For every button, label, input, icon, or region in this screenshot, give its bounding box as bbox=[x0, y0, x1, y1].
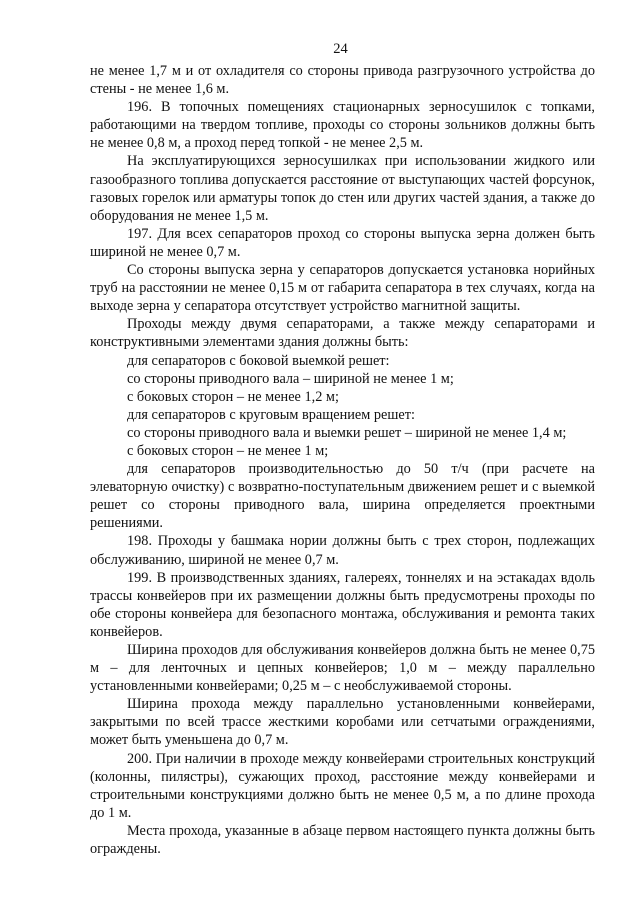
list-item: со стороны приводного вала – шириной не менее 1 м; bbox=[127, 370, 454, 387]
page-number: 24 bbox=[333, 41, 348, 57]
list-item: со стороны приводного вала и выемки решет – шириной не менее 1,4 м; bbox=[127, 424, 567, 441]
paragraph: Проходы между двумя сепараторами, а также между сепараторами и конструктивными элементами здания должны быть: bbox=[90, 316, 595, 351]
paragraph: Места прохода, указанные в абзаце первом настоящего пункта должны быть ограждены. bbox=[90, 822, 595, 858]
paragraph: не менее 1,7 м и от охладителя со стороны привода разгрузочного устройства до стены - не менее 1,6 м. bbox=[90, 63, 595, 98]
paragraph: 199. В производственных зданиях, галереях, тоннелях и на эстакадах вдоль трассы конвейеров при их размещении должны быть предусмотрены проходы по обе стороны конвейера для безопасного монтажа, обслуживания и ремонта таких конвейеров. bbox=[90, 569, 595, 640]
list-item: с боковых сторон – не менее 1,2 м; bbox=[127, 388, 339, 405]
paragraph: 197. Для всех сепараторов проход со стороны выпуска зерна должен быть шириной не менее 0,7 м. bbox=[90, 225, 595, 260]
paragraph: Ширина прохода между параллельно установленными конвейерами, закрытыми по всей трассе жесткими коробами или сетчатыми ограждениями, может быть уменьшена до 0,7 м. bbox=[90, 696, 595, 749]
paragraph: 200. При наличии в проходе между конвейерами строительных конструкций (колонны, пилястры), сужающих проход, расстояние между конвейерами и строительными конструкциями должно быть не менее 0,5 м, а по длине прохода до 1 м. bbox=[90, 750, 595, 821]
list-item: для сепараторов с боковой выемкой решет: bbox=[127, 352, 390, 369]
paragraph: Ширина проходов для обслуживания конвейеров должна быть не менее 0,75 м – для ленточных и цепных конвейеров; 1,0 м – между параллельно установленными конвейерами; 0,25 м – с необслуживаемой стороны. bbox=[90, 642, 595, 695]
list-item: для сепараторов с круговым вращением решет: bbox=[127, 406, 415, 423]
paragraph: 198. Проходы у башмака нории должны быть с трех сторон, подлежащих обслуживанию, шириной не менее 0,7 м. bbox=[90, 533, 595, 568]
paragraph: для сепараторов производительностью до 50 т/ч (при расчете на элеваторную очистку) с возвратно-поступательным движением решет и с выемкой решет со стороны приводного вала, ширина определяется проектными решениями. bbox=[90, 461, 595, 532]
document-body bbox=[90, 62, 595, 858]
paragraph: Со стороны выпуска зерна у сепараторов допускается установка норийных труб на расстоянии не менее 0,15 м от габарита сепаратора в тех случаях, когда на выходе зерна у сепаратора отсутствует устройство магнитной защиты. bbox=[90, 262, 595, 315]
paragraph: На эксплуатирующихся зерносушилках при использовании жидкого или газообразного топлива допускается расстояние от выступающих частей форсунок, газовых горелок или арматуры топок до стен или других частей здания, а также до оборудования не менее 1,5 м. bbox=[90, 153, 595, 224]
list-item: с боковых сторон – не менее 1 м; bbox=[127, 442, 329, 459]
paragraph: 196. В топочных помещениях стационарных зерносушилок с топками, работающими на твердом топливе, проходы со стороны зольников должны быть не менее 0,8 м, а проход перед топкой - не менее 2,5 м. bbox=[90, 99, 595, 152]
